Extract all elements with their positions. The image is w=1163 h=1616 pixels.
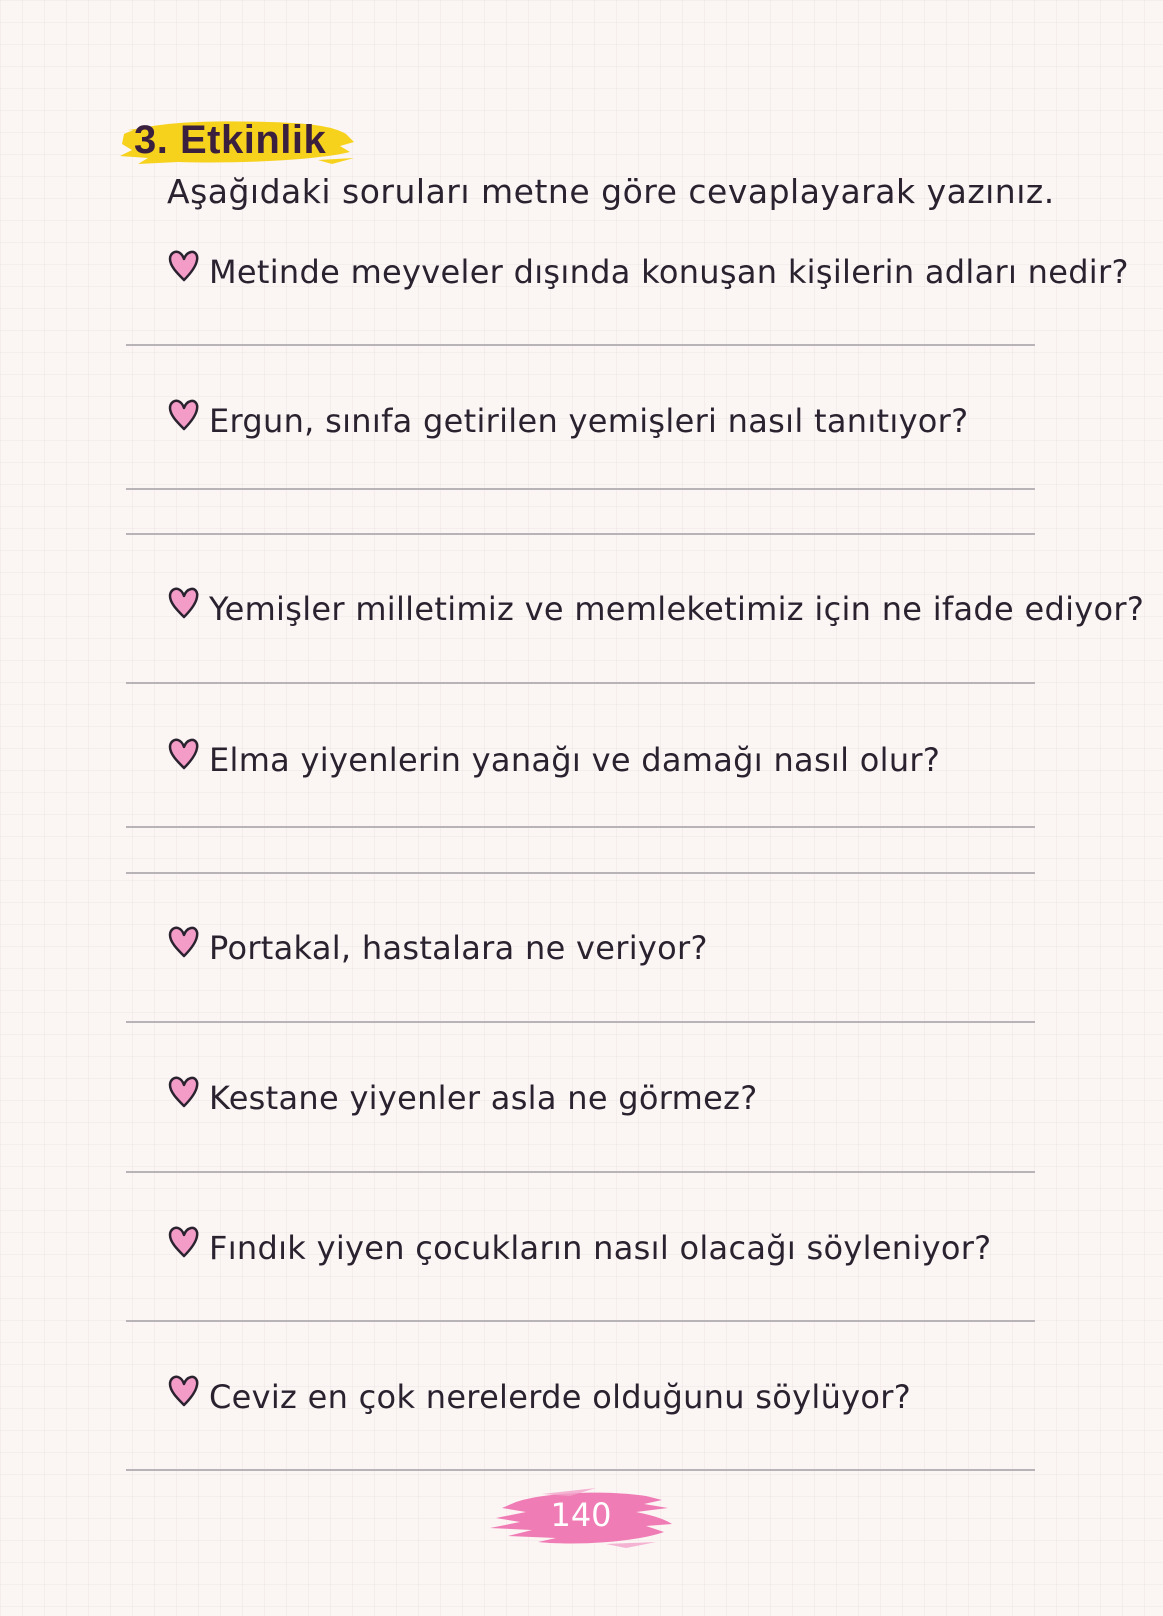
activity-title-block [118, 112, 358, 172]
answer-line[interactable] [126, 1469, 1035, 1471]
question-text: Elma yiyenlerin yanağı ve damağı nasıl olur? [209, 741, 941, 779]
heart-icon [167, 1075, 201, 1109]
page-number: 140 [550, 1496, 612, 1534]
answer-line[interactable] [126, 488, 1035, 490]
question-item [167, 929, 708, 967]
answer-line[interactable] [126, 344, 1035, 346]
question-text: Metinde meyveler dışında konuşan kişilerin adları nedir? [209, 253, 1129, 291]
question-text: Kestane yiyenler asla ne görmez? [209, 1079, 758, 1117]
question-item [167, 1079, 758, 1117]
question-item [167, 253, 1129, 291]
question-item [167, 741, 940, 779]
question-text: Portakal, hastalara ne veriyor? [209, 929, 708, 967]
answer-line[interactable] [126, 1320, 1035, 1322]
answer-line[interactable] [126, 682, 1035, 684]
question-item [167, 1378, 911, 1416]
answer-line[interactable] [126, 872, 1035, 874]
question-item [167, 590, 1144, 628]
question-text: Fındık yiyen çocukların nasıl olacağı söyleniyor? [209, 1229, 992, 1267]
heart-icon [167, 586, 201, 620]
answer-line[interactable] [126, 826, 1035, 828]
activity-title: 3. Etkinlik [134, 118, 327, 162]
question-item [167, 1229, 991, 1267]
heart-icon [167, 1225, 201, 1259]
heart-icon [167, 925, 201, 959]
heart-icon [167, 1374, 201, 1408]
answer-line[interactable] [126, 1171, 1035, 1173]
question-text: Yemişler milletimiz ve memleketimiz için ne ifade ediyor? [209, 590, 1145, 628]
heart-icon [167, 249, 201, 283]
answer-line[interactable] [126, 1021, 1035, 1023]
heart-icon [167, 398, 201, 432]
answer-line[interactable] [126, 533, 1035, 535]
activity-instruction: Aşağıdaki soruları metne göre cevaplayarak yazınız. [167, 172, 1055, 211]
question-text: Ergun, sınıfa getirilen yemişleri nasıl tanıtıyor? [209, 402, 969, 440]
question-text: Ceviz en çok nerelerde olduğunu söylüyor? [209, 1378, 912, 1416]
heart-icon [167, 737, 201, 771]
question-item [167, 402, 968, 440]
page-number-block [486, 1484, 676, 1554]
